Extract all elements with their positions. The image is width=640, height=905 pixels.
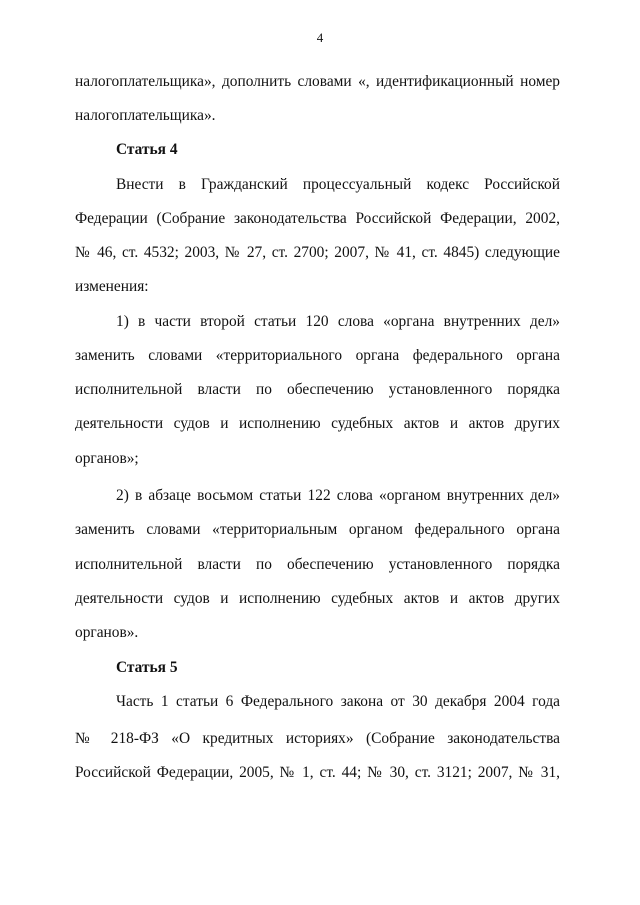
text-line: Внести в Гражданский процессуальный кодекс Российской bbox=[116, 176, 560, 193]
text-line: Федерации (Собрание законодательства Российской Федерации, 2002, bbox=[75, 210, 560, 227]
text-line: органов»; bbox=[75, 450, 139, 467]
text-line: № 46, ст. 4532; 2003, № 27, ст. 2700; 2007, № 41, ст. 4845) следующие bbox=[75, 244, 560, 261]
text-line: исполнительной власти по обеспечению установленного порядка bbox=[75, 381, 560, 398]
text-line: деятельности судов и исполнению судебных актов и актов других bbox=[75, 590, 560, 607]
text-line: изменения: bbox=[75, 278, 149, 295]
text-line: Часть 1 статьи 6 Федерального закона от 30 декабря 2004 года bbox=[116, 693, 560, 710]
text-line: № 218-ФЗ «О кредитных историях» (Собрание законодательства bbox=[75, 730, 560, 747]
text-line: Российской Федерации, 2005, № 1, ст. 44; № 30, ст. 3121; 2007, № 31, bbox=[75, 764, 560, 781]
text-line: исполнительной власти по обеспечению установленного порядка bbox=[75, 556, 560, 573]
text-line: налогоплательщика». bbox=[75, 107, 216, 124]
text-line: заменить словами «территориальным органом федерального органа bbox=[75, 521, 560, 538]
article-heading: Статья 5 bbox=[116, 659, 178, 676]
text-line: 1) в части второй статьи 120 слова «органа внутренних дел» bbox=[116, 313, 560, 330]
text-line: заменить словами «территориального органа федерального органа bbox=[75, 347, 560, 364]
text-line: деятельности судов и исполнению судебных актов и актов других bbox=[75, 415, 560, 432]
text-line: 2) в абзаце восьмом статьи 122 слова «органом внутренних дел» bbox=[116, 487, 560, 504]
text-line: органов». bbox=[75, 624, 139, 641]
page-number: 4 bbox=[316, 30, 324, 45]
article-heading: Статья 4 bbox=[116, 141, 178, 158]
text-line: налогоплательщика», дополнить словами «, идентификационный номер bbox=[75, 73, 560, 90]
